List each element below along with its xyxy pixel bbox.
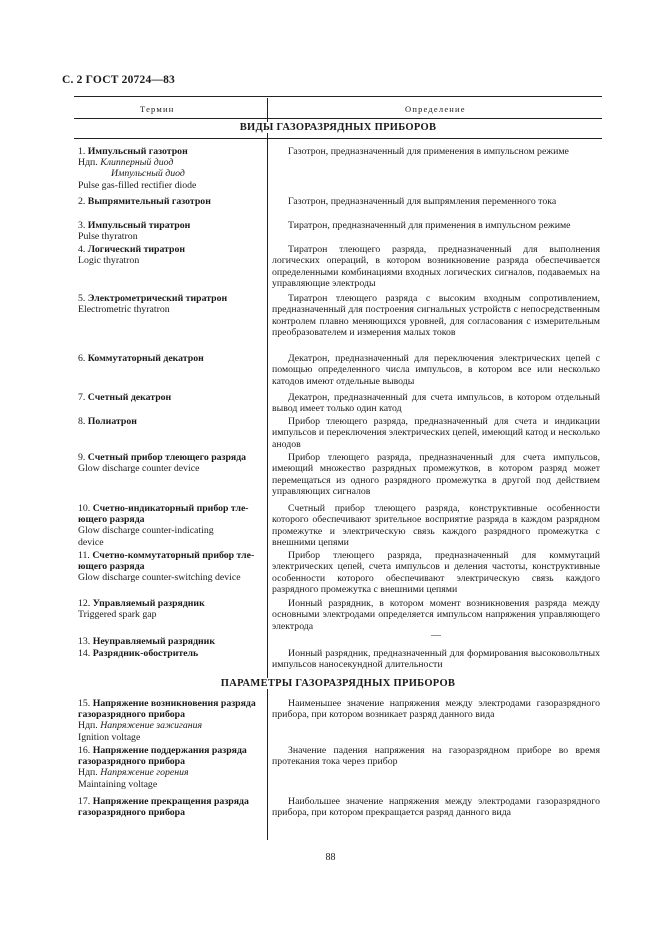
- term-line: [78, 756, 264, 767]
- term-line: [78, 416, 264, 427]
- term-name: газоразрядного прибора: [78, 709, 185, 721]
- page-header: С. 2 ГОСТ 20724—83: [62, 74, 175, 86]
- term-name: Выпрямительный газотрон: [87, 196, 211, 207]
- term-8: [78, 416, 264, 427]
- term-name: Логический тиратрон: [87, 244, 186, 255]
- term-line: [78, 293, 264, 304]
- definition-5: Тиратрон тлеющего разряда с высоким входным сопротивлением, предназначенный для построения сигнальных устройств с непосредственным контролем плавно меняющихся уровней, для согласования с измерительным преобразователем и измерения малых токов: [272, 293, 600, 338]
- term-name: газоразрядного прибора: [78, 756, 185, 768]
- deprecated-term: Импульсный диод: [111, 168, 185, 180]
- column-divider: [267, 98, 268, 840]
- term-name: Разрядник-обостритель: [92, 648, 199, 659]
- term-text: Ндп.: [78, 720, 101, 732]
- term-text: 14.: [78, 648, 93, 659]
- term-11: [78, 550, 264, 584]
- term-text: Ндп.: [78, 157, 101, 169]
- term-line: [78, 767, 264, 778]
- term-name: ющего разряда: [78, 561, 145, 573]
- term-text: 1.: [78, 146, 88, 157]
- term-name: Электрометрический тиратрон: [87, 293, 228, 304]
- term-13: [78, 636, 264, 647]
- term-name: Счетно-индикаторный прибор тле-: [92, 503, 249, 514]
- term-line: [78, 636, 264, 647]
- term-3: [78, 220, 264, 242]
- term-line: [78, 732, 264, 743]
- term-text: Pulse thyratron: [78, 231, 138, 243]
- section-heading-devices: ВИДЫ ГАЗОРАЗРЯДНЫХ ПРИБОРОВ: [74, 122, 602, 133]
- term-text: 15.: [78, 698, 93, 709]
- term-2: [78, 196, 264, 207]
- term-text: 11.: [78, 550, 93, 561]
- definition-6: Декатрон, предназначенный для переключения электрических цепей с помощью определенного числа импульсов, в котором все или несколько катодов имеют отдельные выводы: [272, 353, 600, 387]
- definition-8: Прибор тлеющего разряда, предназначенный для счета и индикации импульсов и переключения электрических цепей, имеющий катод и несколько анодов: [272, 416, 600, 450]
- definition-2: Газотрон, предназначенный для выпрямления переменного тока: [288, 196, 557, 207]
- term-name: Импульсный газотрон: [87, 146, 188, 157]
- term-line: [78, 561, 264, 572]
- term-line: [78, 537, 264, 548]
- term-name: Счетно-коммутаторный прибор тле-: [92, 550, 255, 561]
- term-text: 8.: [78, 416, 88, 427]
- column-header-term: Термин: [140, 104, 175, 114]
- deprecated-term: Напряжение зажигания: [100, 720, 203, 732]
- term-7: [78, 392, 264, 403]
- term-text: device: [78, 536, 104, 548]
- deprecated-term: Напряжение горения: [100, 767, 189, 779]
- term-text: Electrometric thyratron: [78, 304, 170, 316]
- term-9: [78, 452, 264, 474]
- term-line: [78, 503, 264, 514]
- deprecated-term: Клипперный диод: [100, 157, 174, 169]
- term-line: [78, 231, 264, 242]
- term-line: [78, 720, 264, 731]
- term-text: 2.: [78, 196, 88, 207]
- term-line: [78, 698, 264, 709]
- term-text: Triggered spark gap: [78, 609, 157, 621]
- term-line: [78, 807, 264, 818]
- term-line: [78, 598, 264, 609]
- term-name: ющего разряда: [78, 514, 145, 526]
- term-text: Ignition voltage: [78, 731, 141, 743]
- term-line: [78, 196, 264, 207]
- definition-12: Ионный разрядник, в котором момент возникновения разряда между основными электродами определяется импульсом напряжения управляющего электрода: [272, 598, 600, 632]
- term-line: [78, 220, 264, 231]
- term-line: [78, 452, 264, 463]
- term-text: 4.: [78, 244, 88, 255]
- term-text: 7.: [78, 392, 88, 403]
- term-line: [78, 648, 264, 659]
- term-text: Glow discharge counter device: [78, 463, 200, 475]
- term-text: Glow discharge counter-switching device: [78, 572, 241, 584]
- term-text: Logic thyratron: [78, 255, 140, 267]
- page-number: 88: [325, 852, 336, 863]
- definition-14: Ионный разрядник, предназначенный для формирования высоковольтных импульсов наносекундной длительности: [272, 648, 600, 671]
- definition-1: Газотрон, предназначенный для применения в импульсном режиме: [288, 146, 569, 157]
- term-text: 5.: [78, 293, 88, 304]
- term-name: Управляемый разрядник: [92, 598, 205, 609]
- definition-4: Тиратрон тлеющего разряда, предназначенный для выполнения логических операций, в котором возникновение разряда обеспечивается определенными комбинациями входных логических сигналов, подаваемых на управляющие электроды: [272, 244, 600, 289]
- definition-13: —: [431, 630, 441, 641]
- term-14: [78, 648, 264, 659]
- term-line: [78, 609, 264, 620]
- table-top-rule: [74, 96, 602, 97]
- term-line: [78, 304, 264, 315]
- term-name: Напряжение поддержания разряда: [92, 745, 247, 756]
- definition-15: Наименьшее значение напряжения между электродами газоразрядного прибора, при котором возникает разряд данного вида: [272, 698, 600, 721]
- term-text: 10.: [78, 503, 93, 514]
- definition-3: Тиратрон, предназначенный для применения в импульсном режиме: [288, 220, 571, 231]
- term-line: [78, 572, 264, 583]
- definition-7: Декатрон, предназначенный для счета импульсов, в котором отдельный вывод имеет только один катод: [272, 392, 600, 415]
- section-heading-params: ПАРАМЕТРЫ ГАЗОРАЗРЯДНЫХ ПРИБОРОВ: [74, 678, 602, 689]
- term-line: [78, 146, 264, 157]
- term-line: [78, 709, 264, 720]
- term-line: [78, 255, 264, 266]
- term-line: [78, 392, 264, 403]
- term-line: [78, 796, 264, 807]
- term-17: [78, 796, 264, 818]
- term-text: 9.: [78, 452, 88, 463]
- term-text: 17.: [78, 796, 93, 807]
- term-line: [78, 244, 264, 255]
- term-name: Неуправляемый разрядник: [92, 636, 215, 647]
- term-line: [78, 550, 264, 561]
- term-line: [78, 180, 264, 191]
- definition-17: Наибольшее значение напряжения между электродами газоразрядного прибора, при котором прекращается разряд данного вида: [272, 796, 600, 819]
- term-name: Счетный декатрон: [87, 392, 172, 403]
- term-line: [78, 525, 264, 536]
- definition-11: Прибор тлеющего разряда, предназначенный для коммутаций электрических цепей, счета импульсов и деления частоты, конструктивные особенности которого обеспечивают электрическую связь каждого разрядного промежутка с внешними цепями: [272, 550, 600, 595]
- term-text: 3.: [78, 220, 88, 231]
- term-name: Коммутаторный декатрон: [87, 353, 204, 364]
- term-line: [78, 463, 264, 474]
- term-text: Ндп.: [78, 767, 101, 779]
- term-line: [78, 745, 264, 756]
- term-line: [78, 168, 264, 179]
- definition-10: Счетный прибор тлеющего разряда, конструктивные особенности которого обеспечивают зрительное восприятие разряда в каждом разрядном промежутке и электрическую связь каждого разрядного промежутка с внешними цепями: [272, 503, 600, 548]
- term-5: [78, 293, 264, 315]
- definition-16: Значение падения напряжения на газоразрядном приборе во время протекания тока через прибор: [272, 745, 600, 768]
- term-line: [78, 514, 264, 525]
- term-16: [78, 745, 264, 790]
- term-line: [78, 353, 264, 364]
- definition-9: Прибор тлеющего разряда, предназначенный для счета импульсов, имеющий множество разрядных промежутков, в котором разряд может перемещаться из одного разрядного промежутка в другой под действием управляющих сигналов: [272, 452, 600, 497]
- term-name: Напряжение прекращения разряда: [92, 796, 249, 807]
- term-6: [78, 353, 264, 364]
- term-1: [78, 146, 264, 191]
- term-line: [78, 779, 264, 790]
- term-text: 6.: [78, 353, 88, 364]
- term-text: 13.: [78, 636, 93, 647]
- term-name: газоразрядного прибора: [78, 807, 185, 819]
- column-header-definition: Определение: [405, 104, 466, 114]
- term-text: 12.: [78, 598, 93, 609]
- term-name: Полиатрон: [87, 416, 137, 427]
- term-text: Glow discharge counter-indicating: [78, 525, 214, 537]
- term-4: [78, 244, 264, 266]
- term-10: [78, 503, 264, 548]
- term-text: 16.: [78, 745, 93, 756]
- column-header-rule: [74, 118, 602, 119]
- term-15: [78, 698, 264, 743]
- term-text: Maintaining voltage: [78, 778, 158, 790]
- section-rule-devices: [74, 138, 602, 139]
- term-name: Счетный прибор тлеющего разряда: [87, 452, 247, 463]
- term-text: Pulse gas-filled rectifier diode: [78, 179, 197, 191]
- term-name: Импульсный тиратрон: [87, 220, 191, 231]
- term-line: [78, 157, 264, 168]
- term-12: [78, 598, 264, 620]
- term-name: Напряжение возникновения разряда: [92, 698, 256, 709]
